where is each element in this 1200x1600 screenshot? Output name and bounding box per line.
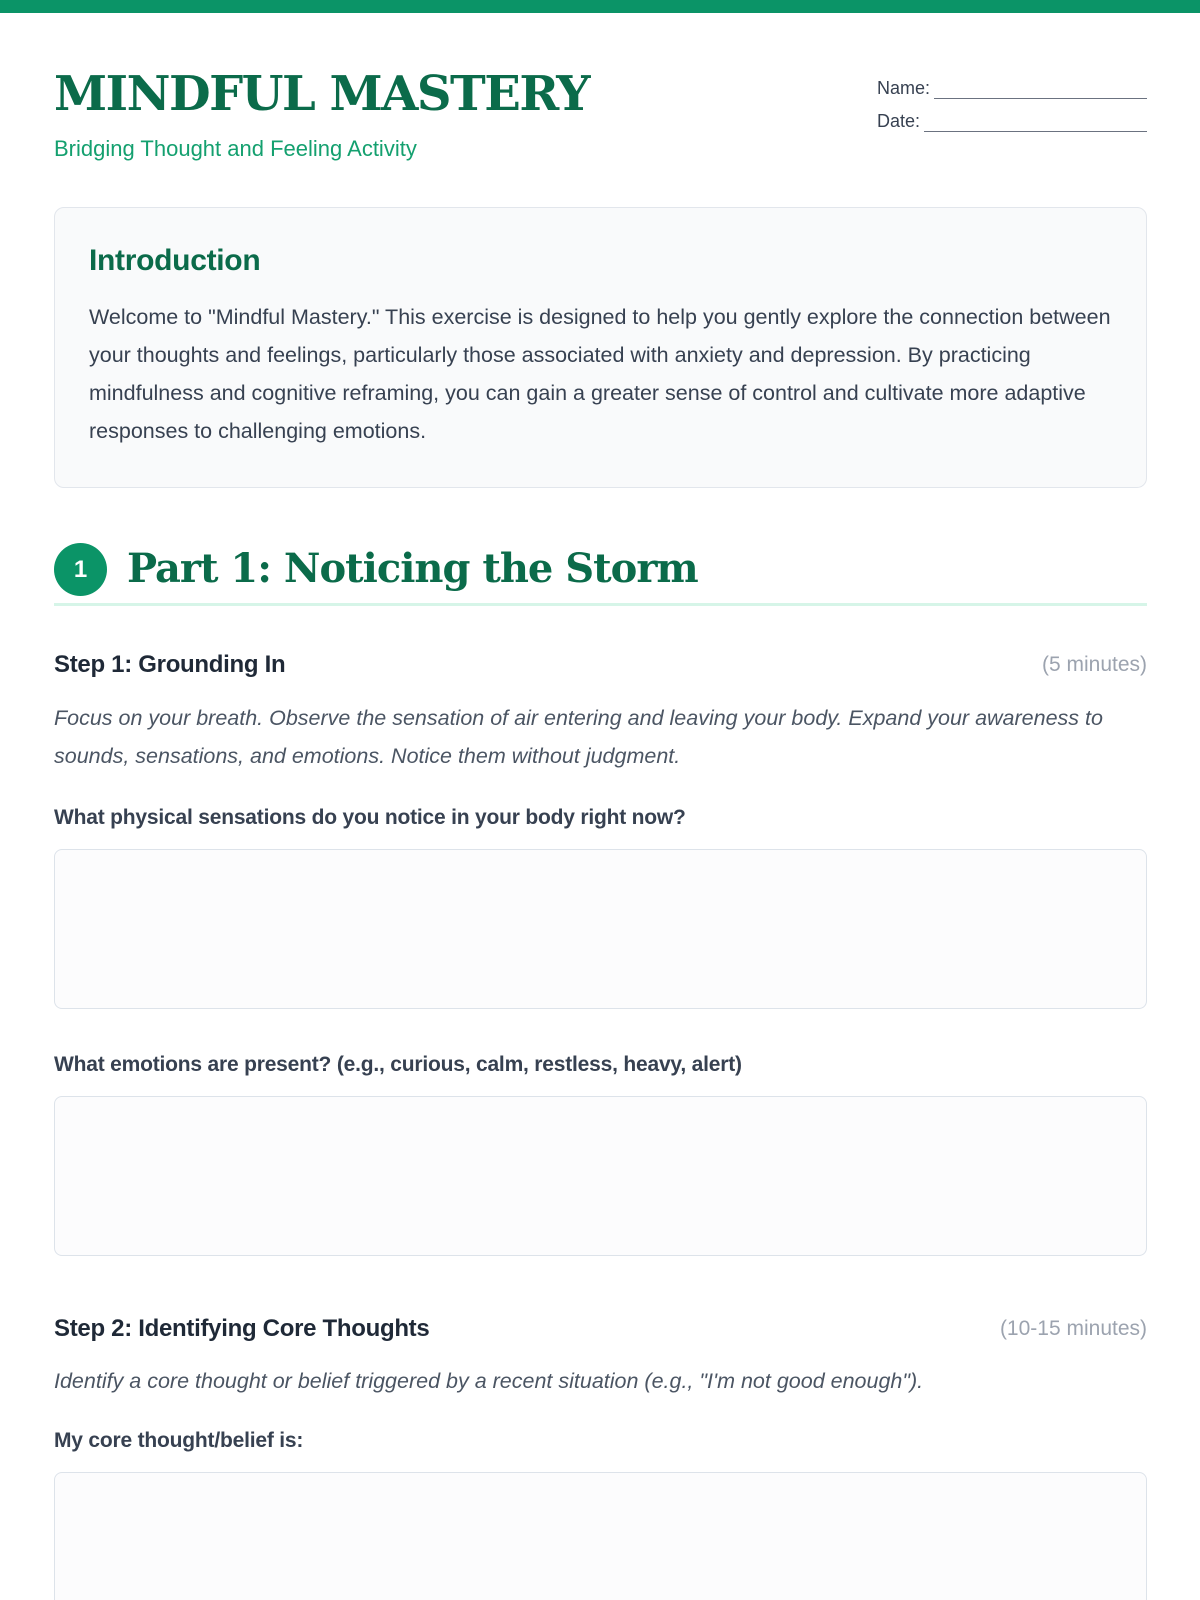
- name-date-fields: [877, 66, 1147, 132]
- step-1-duration: (5 minutes): [1041, 653, 1147, 676]
- physical-sensations-answer-box[interactable]: [54, 849, 1147, 1009]
- question-emotions-present: What emotions are present? (e.g., curious, calm, restless, heavy, alert): [54, 1053, 742, 1076]
- question-core-thought: My core thought/belief is:: [54, 1429, 304, 1452]
- worksheet-subtitle: Bridging Thought and Feeling Activity: [54, 136, 417, 161]
- date-blank-line[interactable]: [924, 112, 1147, 132]
- question-physical-sensations: What physical sensations do you notice in your body right now?: [54, 806, 686, 829]
- introduction-text: Welcome to "Mindful Mastery." This exercise is designed to help you gently explore the connection between your thoughts and feelings, particularly those associated with anxiety and depression. By practicing mindfulness and cognitive reframing, you can gain a greater sense of control and cultivate more adaptive responses to challenging emotions.: [89, 305, 1111, 443]
- date-row: [877, 99, 1147, 132]
- top-accent-bar: [0, 0, 1200, 13]
- part-1-title: Part 1: Noticing the Storm: [127, 545, 698, 592]
- step-2-description: Identify a core thought or belief triggered by a recent situation (e.g., "I'm not good enough").: [54, 1369, 924, 1393]
- name-label: Name:: [877, 78, 931, 98]
- step-2-duration: (10-15 minutes): [999, 1317, 1147, 1340]
- name-row: [877, 66, 1147, 99]
- part-1-header: [54, 540, 1147, 606]
- emotions-answer-box[interactable]: [54, 1096, 1147, 1256]
- date-label: Date:: [877, 111, 921, 131]
- step-2-title: Step 2: Identifying Core Thoughts: [54, 1315, 430, 1342]
- introduction-box: [54, 207, 1147, 488]
- step-1-description: Focus on your breath. Observe the sensation of air entering and leaving your body. Expand your awareness to sounds, sensations, and emotions. Notice them without judgment.: [54, 706, 1103, 768]
- core-thought-answer-box[interactable]: [54, 1472, 1147, 1600]
- name-blank-line[interactable]: [934, 79, 1147, 99]
- introduction-heading: Introduction: [89, 244, 261, 277]
- worksheet-title: MINDFUL MASTERY: [54, 66, 590, 122]
- part-number-badge: 1: [54, 543, 107, 596]
- step-1-title: Step 1: Grounding In: [54, 651, 286, 678]
